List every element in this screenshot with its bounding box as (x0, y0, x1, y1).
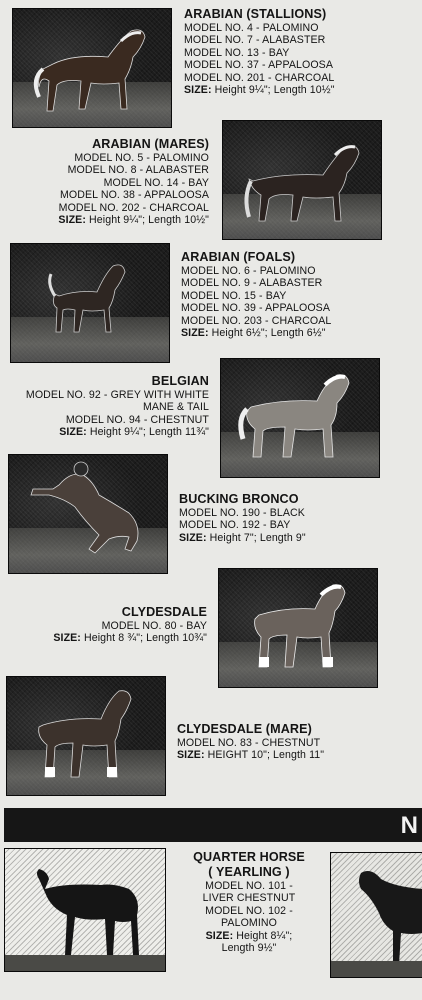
model-line: MANE & TAIL (142, 401, 209, 414)
size-line (2, 214, 209, 226)
model-line: MODEL NO. 101 - (205, 880, 293, 892)
model-line: PALOMINO (221, 917, 277, 930)
model-line: MODEL NO. 201 - CHARCOAL (184, 71, 335, 84)
arabian-stallion-photo (12, 8, 172, 128)
model-line: MODEL NO. 15 - BAY (181, 289, 287, 302)
model-line: MODEL NO. 80 - BAY (101, 620, 207, 632)
model-line: MODEL NO. 39 - APPALOOSA (181, 302, 330, 315)
size-label: SIZE: (177, 749, 205, 762)
model-line: MODEL NO. 14 - BAY (103, 176, 209, 189)
section-banner (4, 808, 422, 842)
size-value: Height 8 ¾"; Length 10¾" (83, 632, 207, 645)
quarter-horse-text (166, 850, 332, 954)
size-value: Height 7"; Length 9" (209, 531, 306, 544)
model-line: MODEL NO. 7 - ALABASTER (184, 34, 326, 47)
model-line: MODEL NO. 190 - BLACK (179, 507, 305, 519)
model-line: MODEL NO. 5 - PALOMINO (74, 152, 209, 164)
model-line: MODEL NO. 202 - CHARCOAL (58, 201, 209, 214)
model-line: MODEL NO. 102 - (205, 904, 293, 917)
arabian-foals-text (181, 250, 331, 339)
size-label: SIZE: (205, 929, 234, 942)
clydesdale-photo (218, 568, 378, 688)
entry-title: BUCKING BRONCO (179, 492, 299, 506)
banner-letter: N (400, 812, 418, 839)
model-line: MODEL NO. 6 - PALOMINO (181, 265, 316, 277)
clydesdale-mare-text (177, 722, 324, 762)
arabian-stallions-text (184, 7, 335, 96)
size-line-continued: Length 9½" (221, 942, 277, 955)
size-value: HEIGHT 10"; Length 11" (207, 749, 325, 762)
size-value: Height 9¼"; Length 11¾" (89, 426, 209, 439)
entry-title: CLYDESDALE (MARE) (177, 722, 312, 736)
quarter-horse-photo (4, 848, 166, 972)
size-value: Height 9¼"; Length 10½" (89, 214, 209, 227)
entry-title: ARABIAN (STALLIONS) (184, 7, 327, 21)
size-label: SIZE: (181, 327, 209, 340)
entry-title: ARABIAN (FOALS) (181, 250, 296, 264)
clydesdale-text (2, 605, 207, 645)
model-line: MODEL NO. 4 - PALOMINO (184, 22, 319, 34)
entry-title: BELGIAN (151, 374, 209, 388)
model-line: MODEL NO. 9 - ALABASTER (181, 277, 323, 290)
size-value: Height 6½"; Length 6½" (211, 327, 326, 340)
size-value: Height 9¼"; Length 10½" (214, 84, 335, 97)
model-line: MODEL NO. 83 - CHESTNUT (177, 737, 321, 749)
size-label: SIZE: (58, 214, 86, 227)
size-value: Height 8¼"; (236, 929, 293, 942)
size-line (184, 84, 335, 96)
size-line (181, 327, 331, 339)
entry-subtitle: ( YEARLING ) (208, 865, 290, 879)
size-label: SIZE: (53, 632, 81, 645)
adjacent-horse-photo (330, 852, 422, 978)
bucking-bronco-text (179, 492, 306, 544)
size-label: SIZE: (179, 531, 207, 544)
model-line: LIVER CHESTNUT (202, 892, 296, 905)
model-line: MODEL NO. 13 - BAY (184, 46, 290, 59)
arabian-foal-photo (10, 243, 170, 363)
bucking-bronco-photo (8, 454, 168, 574)
entry-title: QUARTER HORSE (193, 850, 305, 864)
size-line (2, 426, 209, 438)
model-line: MODEL NO. 203 - CHARCOAL (181, 314, 332, 327)
size-line (2, 632, 207, 644)
size-line (177, 749, 324, 761)
belgian-photo (220, 358, 380, 478)
entry-title: ARABIAN (MARES) (92, 137, 209, 151)
model-line: MODEL NO. 37 - APPALOOSA (184, 59, 333, 72)
entry-title: CLYDESDALE (121, 605, 207, 619)
model-line: MODEL NO. 38 - APPALOOSA (60, 189, 209, 202)
model-line: MODEL NO. 8 - ALABASTER (67, 164, 209, 177)
clydesdale-mare-photo (6, 676, 166, 796)
model-line: MODEL NO. 94 - CHESTNUT (65, 413, 209, 426)
model-line: MODEL NO. 92 - GREY WITH WHITE (25, 389, 209, 401)
size-label: SIZE: (184, 84, 212, 97)
size-line (179, 532, 306, 544)
belgian-text (2, 374, 209, 439)
arabian-mares-text (2, 137, 209, 226)
size-label: SIZE: (59, 426, 87, 439)
model-line: MODEL NO. 192 - BAY (179, 519, 291, 532)
size-line (166, 930, 332, 942)
arabian-mare-photo (222, 120, 382, 240)
